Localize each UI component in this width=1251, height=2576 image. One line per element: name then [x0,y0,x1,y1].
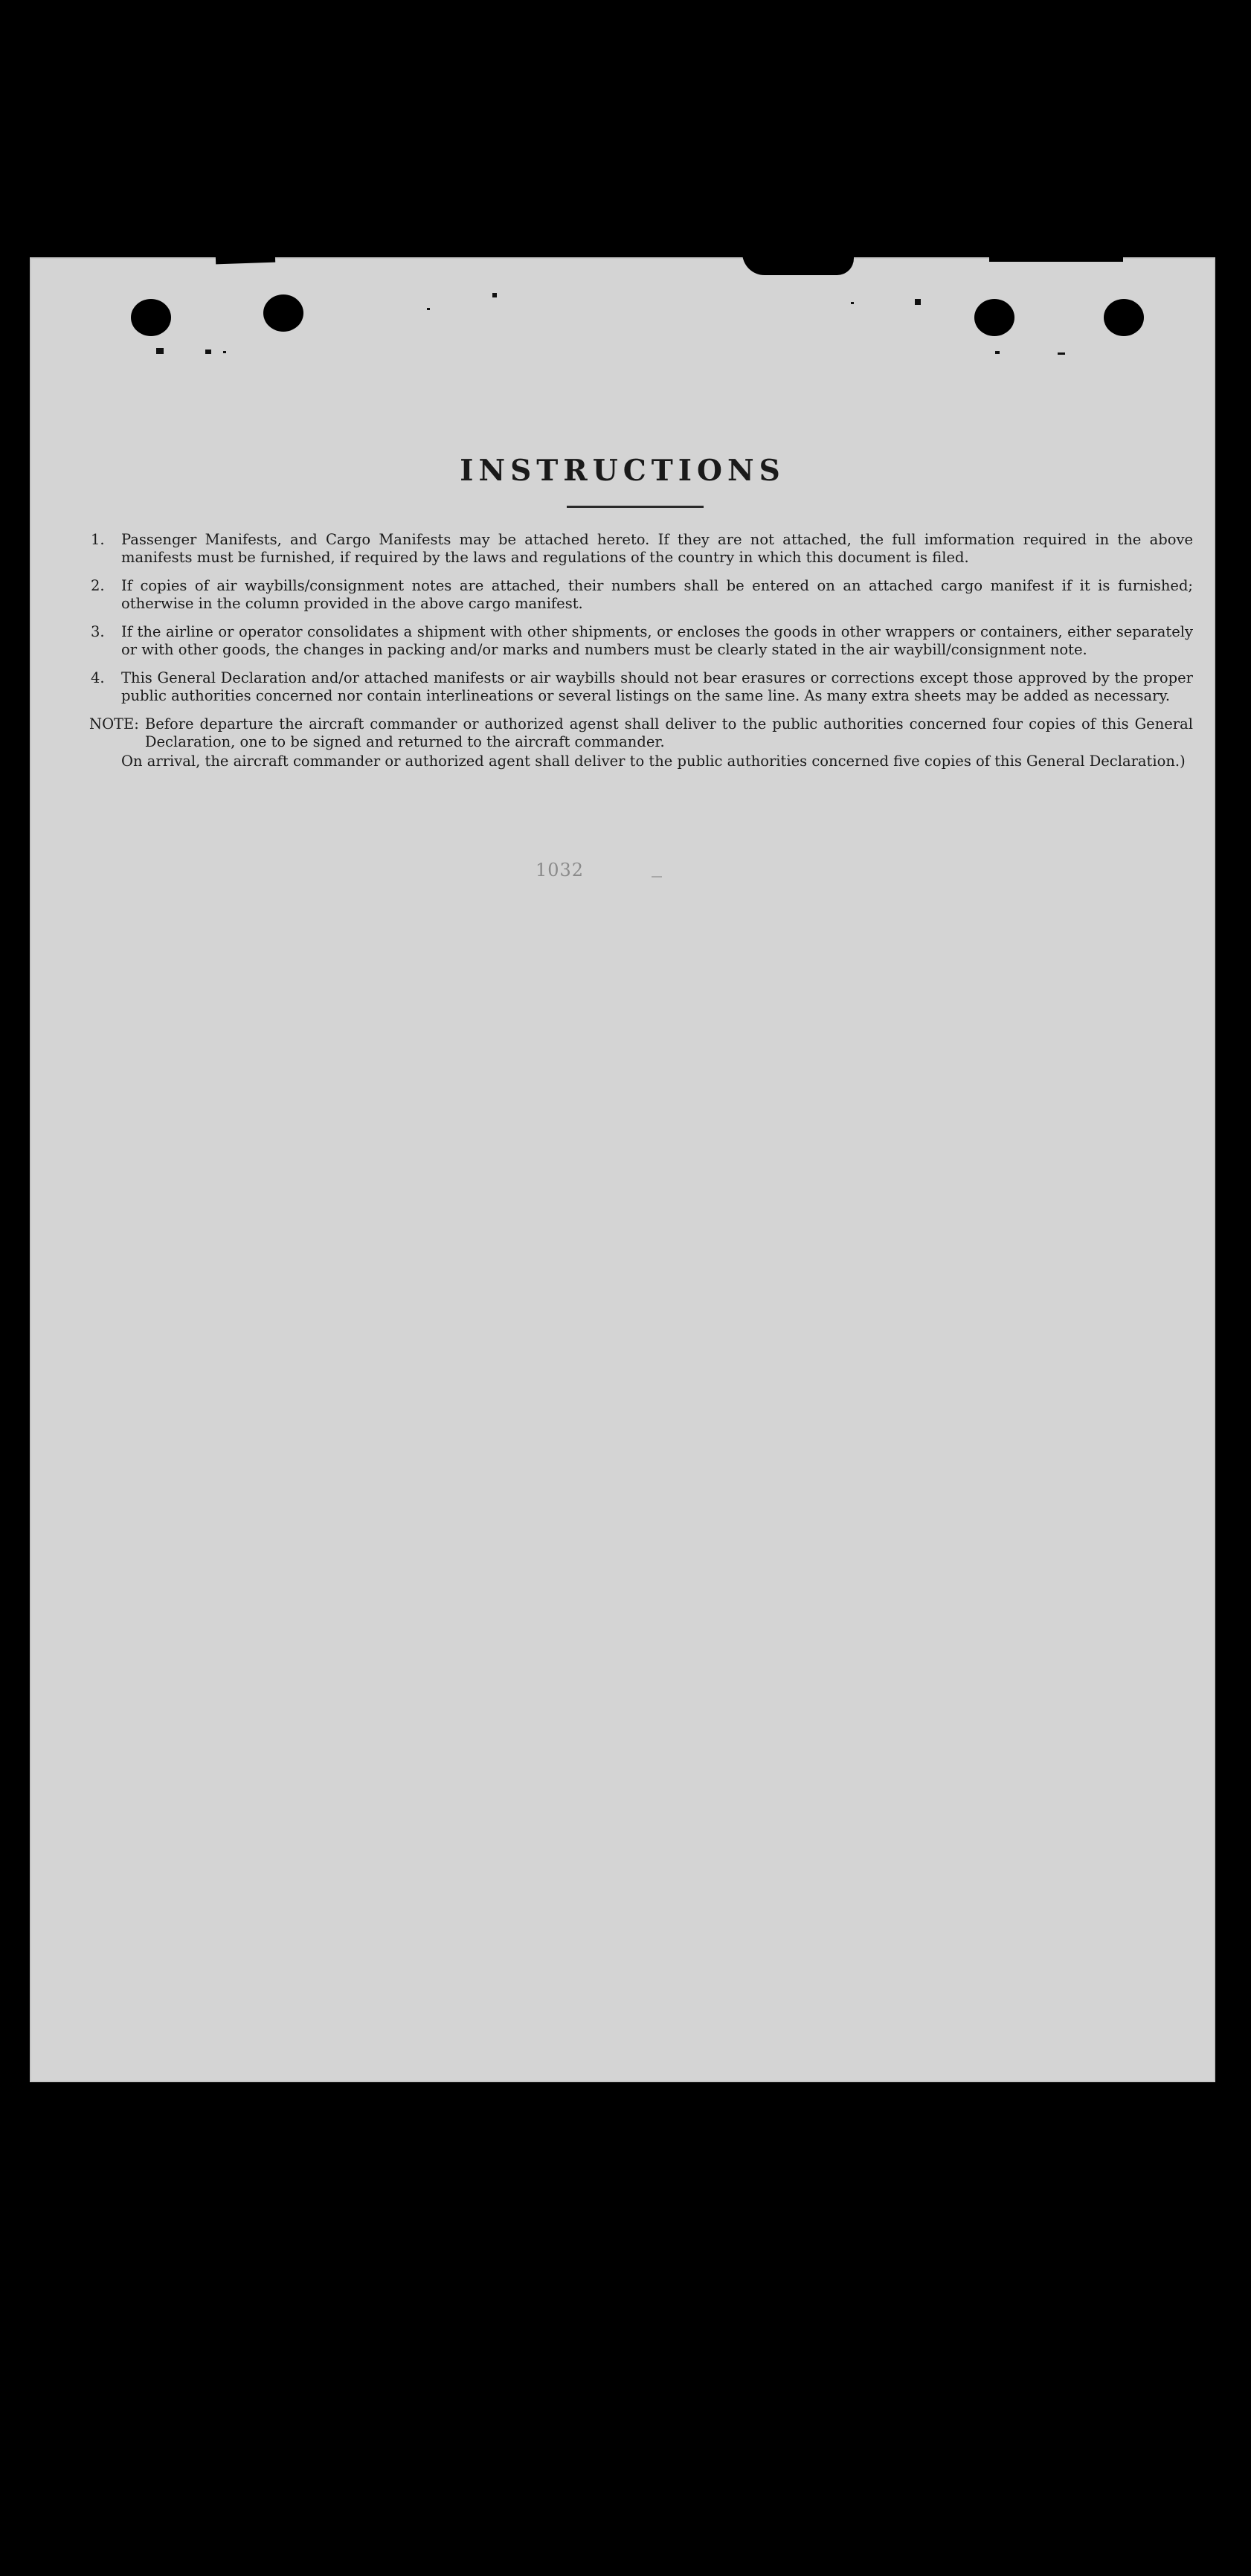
instruction-item-1 [89,531,1193,567]
speck [995,351,1000,354]
instruction-item-4 [89,669,1193,705]
speck [427,308,430,310]
instruction-item-3 [89,623,1193,659]
instructions-list [89,531,1193,770]
instruction-text: If the airline or operator consolidates a shipment with other shipments, or encloses the goods in other wrappers or containers, either separately or with other goods, the changes in packing and/or marks and numbers must be clearly stated in the air waybill/consignment note. [121,623,1193,658]
note-first-paragraph [89,715,1193,751]
note-second-paragraph: On arrival, the aircraft commander or authorized agent shall deliver to the public authorities concerned five copies of this General Declaration.) [121,753,1186,770]
speck [492,293,497,297]
speck [915,299,921,305]
note-block [89,715,1193,770]
note-label: NOTE: [89,715,139,732]
punch-hole-3 [974,299,1014,336]
instruction-text: If copies of air waybills/consignment notes are attached, their numbers shall be entered on an attached cargo manifest if it is furnished; otherwise in the column provided in the above cargo manifest. [121,577,1193,612]
speck [223,351,226,353]
document-page [30,257,1215,2082]
torn-edge-left [216,254,275,265]
note-text: Before departure the aircraft commander or authorized agenst shall deliver to the public authorities concerned four copies of this General Declaration, one to be signed and returned to the aircraft commander. [144,715,1193,750]
speck [156,348,164,354]
instruction-number: 2. [91,577,105,594]
instruction-text: This General Declaration and/or attached manifests or air waybills should not bear erasures or corrections except those approved by the proper public authorities concerned nor contain interlineations or several listings on the same line. As many extra sheets may be added as necessary. [121,669,1193,704]
instruction-number: 1. [91,531,105,548]
speck [1058,352,1065,355]
instruction-number: 3. [91,623,105,640]
instruction-number: 4. [91,669,105,686]
stamp-dash [652,876,662,878]
page-title: INSTRUCTIONS [460,454,785,488]
torn-edge-right [989,254,1123,262]
punch-hole-1 [131,299,171,336]
instruction-item-2 [89,577,1193,613]
title-underline [567,506,704,508]
torn-edge-center [742,253,854,275]
speck [205,350,211,354]
speck [851,302,854,304]
punch-hole-4 [1104,299,1144,336]
faint-stamp-number: 1032 [536,860,585,880]
instruction-text: Passenger Manifests, and Cargo Manifests may be attached hereto. If they are not attached, the full imformation required in the above manifests must be furnished, if required by the laws and regulations of the country in which this document is filed. [121,531,1193,566]
punch-hole-2 [263,294,303,332]
